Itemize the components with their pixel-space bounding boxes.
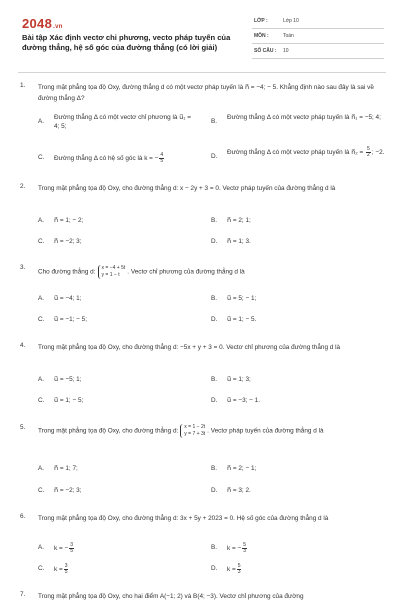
- option-text-prefix: k =: [227, 566, 236, 574]
- option-text: [227, 564, 377, 575]
- option-text: u⃗ = 5; − 1;: [227, 295, 257, 302]
- option-text-prefix: Đường thẳng Δ có hệ số góc là k = −: [54, 155, 159, 163]
- option-letter: D.: [211, 397, 218, 404]
- question-text: [38, 265, 384, 279]
- meta-value: 10: [283, 48, 289, 54]
- option-letter: A.: [38, 118, 45, 125]
- option-letter: B.: [211, 465, 218, 472]
- option-letter: C.: [38, 565, 45, 572]
- option-text: u⃗ = −5; 1;: [54, 376, 82, 383]
- numerator: 5: [243, 542, 246, 548]
- option-text: u⃗ = −4; 1;: [54, 295, 82, 302]
- question-number: 2.: [20, 183, 26, 190]
- option-letter: A.: [38, 376, 45, 383]
- meta-info-table: [252, 14, 384, 59]
- meta-label: MÔN :: [254, 33, 269, 39]
- option-text: [54, 564, 204, 575]
- option-letter: D.: [211, 153, 218, 160]
- site-logo[interactable]: [22, 16, 63, 31]
- option-text: u⃗ = 1; 3;: [227, 376, 251, 383]
- option-letter: A.: [38, 217, 45, 224]
- denominator: 5: [70, 548, 73, 554]
- question-number: 1.: [20, 82, 26, 89]
- question-text-prefix: Trong mặt phẳng tọa độ Oxy, cho đường thẳng d:: [38, 427, 179, 435]
- option-text: [54, 543, 204, 554]
- document-title: Bài tập Xác định vectơ chỉ phương, vecto pháp tuyến của đường thẳng, hệ số góc của đường thẳng (có lời giải): [22, 33, 231, 52]
- option-letter: B.: [211, 376, 218, 383]
- option-text: u⃗ = −3; − 1.: [227, 397, 261, 404]
- option-text: n⃗ = 1; − 2;: [54, 217, 84, 224]
- numerator: 3: [70, 542, 73, 548]
- option-text: n⃗ = 2; − 1;: [227, 465, 257, 472]
- option-text: n⃗ = 2; 1;: [227, 217, 251, 224]
- option-letter: D.: [211, 316, 218, 323]
- option-letter: C.: [38, 154, 45, 161]
- system-line-1: x = 1 − 2t: [184, 424, 206, 430]
- option-text: n⃗ = −2; 3;: [54, 238, 82, 245]
- question-number: 3.: [20, 264, 26, 271]
- question-text: [38, 424, 384, 438]
- option-letter: D.: [211, 565, 218, 572]
- question-number: 6.: [20, 513, 26, 520]
- meta-value: Toán: [283, 33, 294, 39]
- meta-row-class: [252, 14, 384, 29]
- question-number: 4.: [20, 342, 26, 349]
- option-letter: B.: [211, 295, 218, 302]
- option-text-prefix: k = −: [54, 545, 69, 553]
- option-letter: B.: [211, 217, 218, 224]
- option-letter: A.: [38, 544, 45, 551]
- question-text: Trong mặt phẳng tọa độ Oxy, cho đường thẳng d: 3x + 5y + 2023 = 0. Hệ số góc của đường thẳng d là: [38, 515, 329, 522]
- option-text-prefix: Đường thẳng Δ có một vectơ pháp tuyến là n⃗₂ =: [227, 149, 366, 157]
- option-letter: C.: [38, 397, 45, 404]
- logo-main-text: 2048: [22, 16, 53, 31]
- option-letter: D.: [211, 487, 218, 494]
- option-text: n⃗ = 3; 2.: [227, 487, 251, 494]
- question-number: 5.: [20, 424, 26, 431]
- fraction: [237, 564, 242, 575]
- meta-label: LỚP :: [254, 18, 268, 24]
- fraction: [242, 543, 247, 554]
- option-text: u⃗ = 1; − 5;: [54, 397, 84, 404]
- question-text: Trong mặt phẳng tọa độ Oxy, cho đường thẳng d: x − 2y + 3 = 0. Vectơ pháp tuyến của đường thẳng d là: [38, 185, 336, 192]
- denominator: 3: [243, 548, 246, 554]
- option-text: [54, 153, 219, 164]
- option-letter: A.: [38, 465, 45, 472]
- numerator: 5: [367, 146, 370, 152]
- option-text: Đường thẳng Δ có một vectơ chỉ phương là u⃗₁ = 4; 5;: [54, 114, 191, 130]
- fraction: [366, 147, 371, 158]
- header-divider: [18, 72, 386, 73]
- option-text: u⃗ = −1; − 5;: [54, 316, 88, 323]
- numerator: 3: [64, 563, 68, 569]
- denominator: 3: [237, 569, 241, 575]
- denominator: 2: [367, 152, 370, 158]
- option-text: [227, 147, 387, 158]
- option-text-suffix: ; −2.: [371, 149, 385, 157]
- system-line-1: x = −4 + 5t: [101, 265, 126, 271]
- option-letter: B.: [211, 118, 218, 125]
- logo-sub-text: .vn: [53, 24, 63, 30]
- option-text: n⃗ = 1; 3.: [227, 238, 251, 245]
- numerator: 5: [237, 563, 241, 569]
- option-letter: A.: [38, 295, 45, 302]
- denominator: 5: [160, 158, 164, 164]
- question-number: 7.: [20, 591, 26, 598]
- parametric-system: [98, 265, 126, 279]
- system-line-2: y = 1 − t: [101, 272, 120, 278]
- question-text-prefix: Cho đường thẳng d:: [38, 268, 96, 276]
- meta-label: SỐ CÂU :: [254, 48, 277, 54]
- option-text: u⃗ = 1; − 5.: [227, 316, 257, 323]
- option-text: n⃗ = −2; 3;: [54, 487, 82, 494]
- fraction: [64, 564, 69, 575]
- option-letter: C.: [38, 316, 45, 323]
- option-text: Đường thẳng Δ có một vectơ pháp tuyến là n⃗₁ = −5; 4;: [227, 114, 381, 121]
- option-letter: D.: [211, 238, 218, 245]
- option-letter: C.: [38, 238, 45, 245]
- question-text: Trong mặt phẳng tọa độ Oxy, cho hai điểm A(−1; 2) và B(4; −3). Vectơ chỉ phương của đường: [38, 593, 304, 600]
- option-letter: B.: [211, 544, 218, 551]
- numerator: 4: [160, 152, 164, 158]
- option-text-prefix: k =: [54, 566, 63, 574]
- question-text: Trong mặt phẳng tọa độ Oxy, cho đường thẳng d: −5x + y + 3 = 0. Vectơ chỉ phương của đường thẳng d là: [38, 344, 341, 351]
- question-text-suffix: . Vectơ pháp tuyến của đường thẳng d là: [207, 427, 324, 435]
- option-letter: C.: [38, 487, 45, 494]
- meta-value: Lớp 10: [283, 18, 299, 24]
- question-text: Trong mặt phẳng tọa độ Oxy, đường thẳng d có một vectơ pháp tuyến là n⃗ = −4; − 5. Khẳng định nào sau đây là sai về đường thẳng Δ?: [38, 84, 374, 102]
- denominator: 5: [64, 569, 68, 575]
- option-text-prefix: k = −: [227, 545, 242, 553]
- system-line-2: y = 7 + 3t: [184, 431, 206, 437]
- option-text: [227, 543, 377, 554]
- meta-row-count: [252, 44, 384, 59]
- fraction: [159, 153, 164, 164]
- question-text-suffix: . Vectơ chỉ phương của đường thẳng d là: [127, 268, 245, 276]
- document-header: [0, 0, 400, 64]
- fraction: [69, 543, 74, 554]
- parametric-system: [180, 424, 205, 438]
- meta-row-subject: [252, 29, 384, 44]
- option-text: n⃗ = 1; 7;: [54, 465, 78, 472]
